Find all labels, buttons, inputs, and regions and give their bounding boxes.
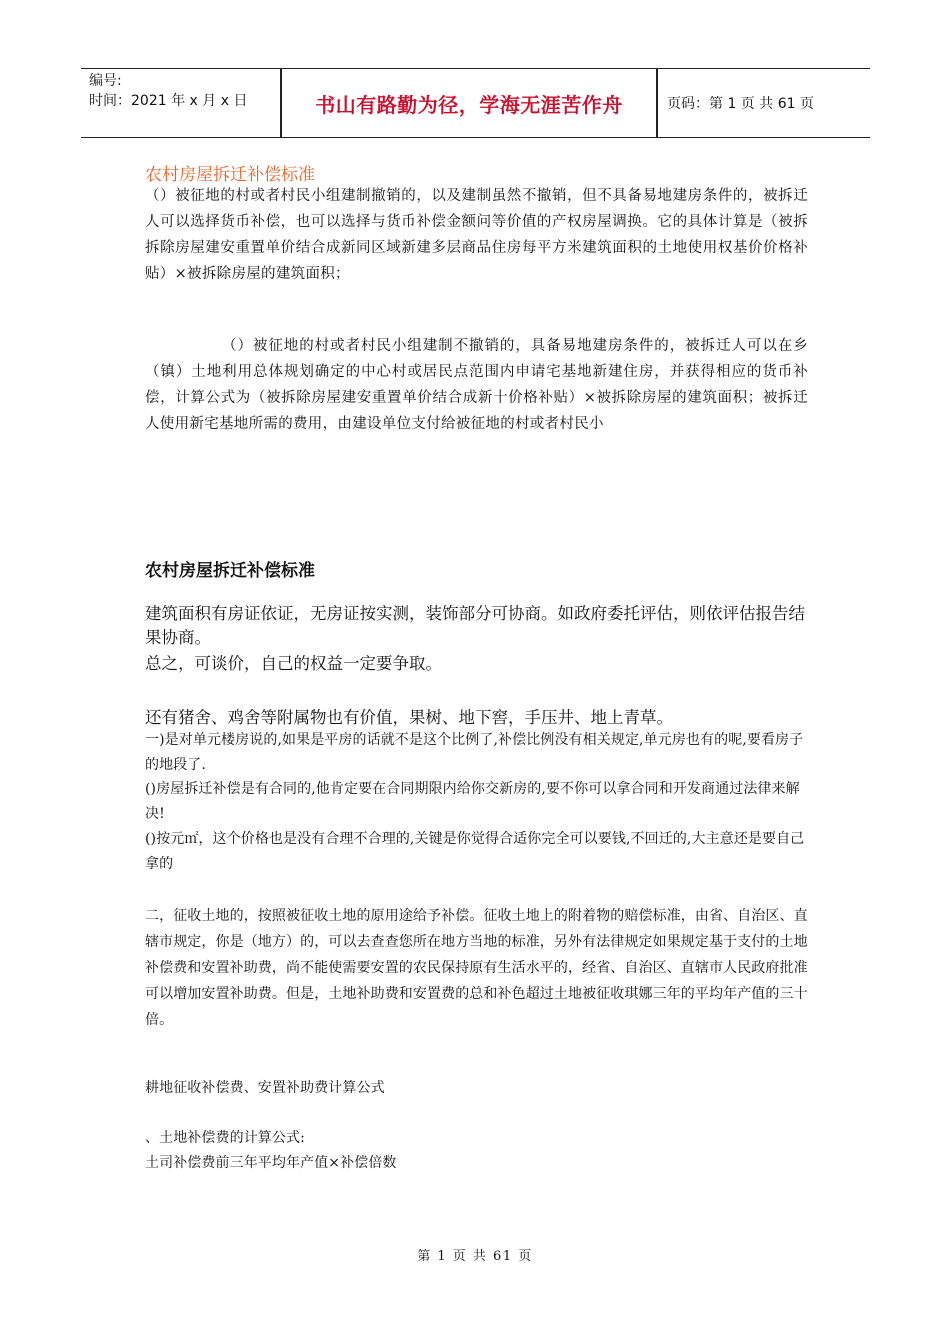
paragraph: （）被征地的村或者村民小组建制不撤销的，具备易地建房条件的，被拆迁人可以在乡（镇）土地利用总体规划确定的中心村或居民点范围内申请宅基地新建住房，并获得相应的货币补偿，计算公式为（被拆除房屋建安重置单价结合成新十价格补贴）×被拆除房屋的建筑面积；被拆迁人使用新宅基地所需的费用，由建设单位支付给被征地的村或者村民小 (145, 338, 808, 432)
list-item: ()按元㎡，这个价格也是没有合理不合理的,关键是你觉得合适你完全可以要钱,不回迁的,大主意还是要自己拿的 (145, 831, 805, 872)
serial-number-label: 编号: (89, 73, 122, 89)
section-title: 农村房屋拆迁补偿标准 (145, 165, 315, 185)
section-heading: 农村房屋拆迁补偿标准 (145, 561, 315, 581)
paragraph: 总之，可谈价，自己的权益一定要争取。 (145, 654, 442, 673)
header-meta (89, 71, 279, 111)
paragraph: 还有猪舍、鸡舍等附属物也有价值，果树、地下窖，手压井、地上青草。 (145, 708, 673, 727)
paragraph: （）被征地的村或者村民小组建制撤销的，以及建制虽然不撤销，但不具备易地建房条件的，被拆迁人可以选择货币补偿，也可以选择与货币补偿金额问等价值的产权房屋调换。它的具体计算是（被拆拆除房屋建安重置单价结合成新同区域新建多层商品住房每平方米建筑面积的土地使用权基价价格补贴）×被拆除房屋的建筑面积； (145, 188, 808, 282)
formula-heading: 耕地征收补偿费、安置补助费计算公式 (145, 1080, 385, 1096)
header-divider (656, 69, 658, 137)
paragraph: 二，征收土地的，按照被征收土地的原用途给予补偿。征收土地上的附着物的赔偿标准，由省、自治区、直辖市规定，你是（地方）的，可以去查查您所在地方当地的标准，另外有法律规定如果规定基于支付的土地补偿费和安置补助费，尚不能使需要安置的农民保持原有生活水平的，经省、自治区、直辖市人民政府批准可以增加安置补助费。但是，土地补助费和安置费的总和补色超过土地被征收琪娜三年的平均年产值的三十倍。 (145, 908, 808, 1028)
formula-subheading: 、土地补偿费的计算公式: (145, 1130, 305, 1146)
header-motto: 书山有路勤为径，学海无涯苦作舟 (315, 92, 623, 117)
header-page-info: 页码：第 1 页 共 61 页 (667, 96, 814, 112)
list-item: 一)是对单元楼房说的,如果是平房的话就不是这个比例了,补偿比例没有相关规定,单元房也有的呢,要看房子的地段了. (145, 732, 804, 773)
list-item: ()房屋拆迁补偿是有合同的,他肯定要在合同期限内给你交新房的,要不你可以拿合同和开发商通过法律来解决! (145, 781, 800, 822)
paragraph: 建筑面积有房证依证，无房证按实测，装饰部分可协商。如政府委托评估，则依评估报告结果协商。 (145, 604, 805, 647)
document-header (81, 68, 870, 138)
page-footer: 第 1 页 共 61 页 (417, 1249, 533, 1264)
formula-text: 土司补偿费前三年平均年产值×补偿倍数 (145, 1155, 397, 1171)
date-label: 时间：2021 年 x 月 x 日 (89, 93, 248, 109)
